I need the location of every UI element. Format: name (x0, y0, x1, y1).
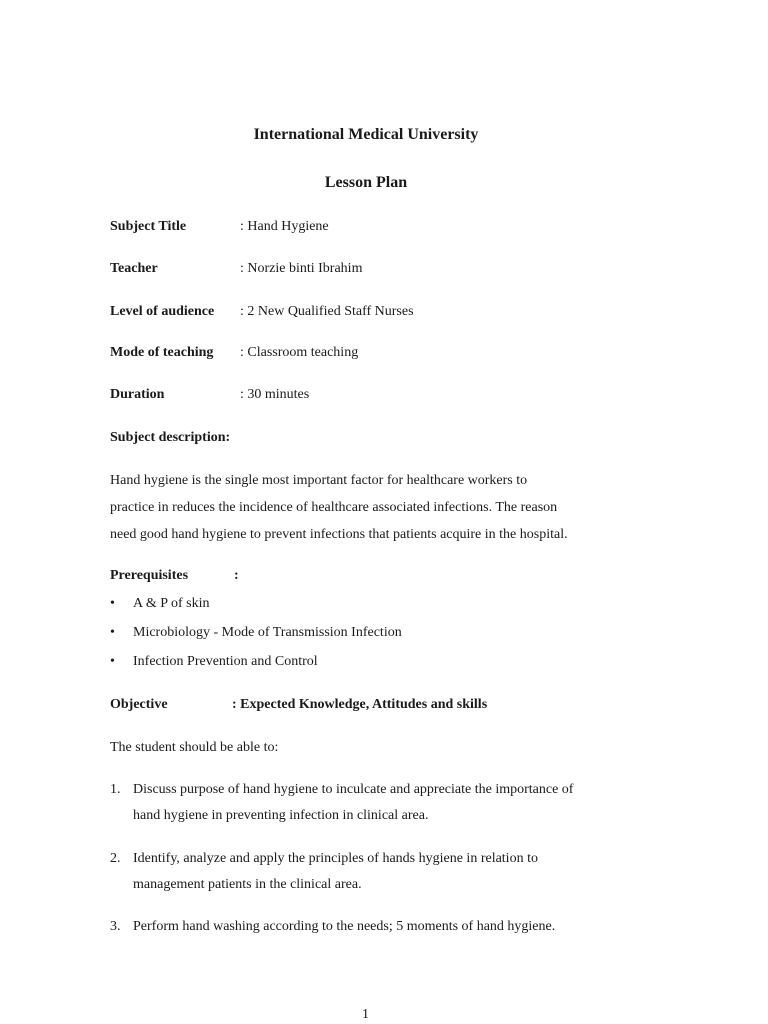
field-value-level-of-audience: : 2 New Qualified Staff Nurses (240, 304, 414, 319)
item-text: Perform hand washing according to the needs; 5 moments of hand hygiene. (133, 919, 556, 934)
objective-item (110, 851, 538, 867)
item-number: 2. (110, 851, 121, 866)
subject-description-text (110, 467, 670, 548)
list-item-text: Infection Prevention and Control (133, 654, 318, 669)
objective-label: Objective (110, 697, 168, 712)
field-label-duration: Duration (110, 387, 165, 402)
list-item (110, 654, 318, 670)
page-number: 1 (362, 1007, 369, 1022)
field-value-mode-of-teaching: : Classroom teaching (240, 345, 359, 360)
item-text: Discuss purpose of hand hygiene to inculcate and appreciate the importance of (133, 782, 574, 797)
field-label-mode-of-teaching: Mode of teaching (110, 345, 214, 360)
university-title: International Medical University (253, 126, 479, 143)
list-item (110, 596, 210, 612)
item-text-continued: management patients in the clinical area. (133, 877, 362, 892)
description-line: practice in reduces the incidence of healthcare associated infections. The reason (110, 500, 558, 515)
page-title: Lesson Plan (324, 174, 408, 191)
item-text-continued: hand hygiene in preventing infection in clinical area. (133, 808, 429, 823)
field-value-subject-title: : Hand Hygiene (240, 219, 329, 234)
field-value-duration: : 30 minutes (240, 387, 310, 402)
field-label-subject-title: Subject Title (110, 219, 187, 234)
field-label-teacher: Teacher (110, 261, 158, 276)
bullet-icon: • (110, 596, 115, 611)
objective-intro: The student should be able to: (110, 740, 279, 755)
objective-value: : Expected Knowledge, Attitudes and skills (232, 697, 488, 712)
objective-item (110, 782, 573, 798)
item-number: 3. (110, 919, 121, 934)
subject-description-heading: Subject description: (110, 430, 231, 445)
prerequisites-colon: : (234, 568, 239, 583)
field-value-teacher: : Norzie binti Ibrahim (240, 261, 363, 276)
prerequisites-heading: Prerequisites (110, 568, 189, 583)
item-text: Identify, analyze and apply the principles of hands hygiene in relation to (133, 851, 538, 866)
description-line: Hand hygiene is the single most important factor for healthcare workers to (110, 473, 528, 488)
description-line: need good hand hygiene to prevent infections that patients acquire in the hospital. (110, 527, 568, 542)
item-number: 1. (110, 782, 121, 797)
bullet-icon: • (110, 625, 115, 640)
bullet-icon: • (110, 654, 115, 669)
list-item-text: A & P of skin (133, 596, 210, 611)
list-item (110, 625, 402, 641)
list-item-text: Microbiology - Mode of Transmission Infection (133, 625, 402, 640)
field-label-level-of-audience: Level of audience (110, 304, 215, 319)
objective-item (110, 919, 555, 935)
